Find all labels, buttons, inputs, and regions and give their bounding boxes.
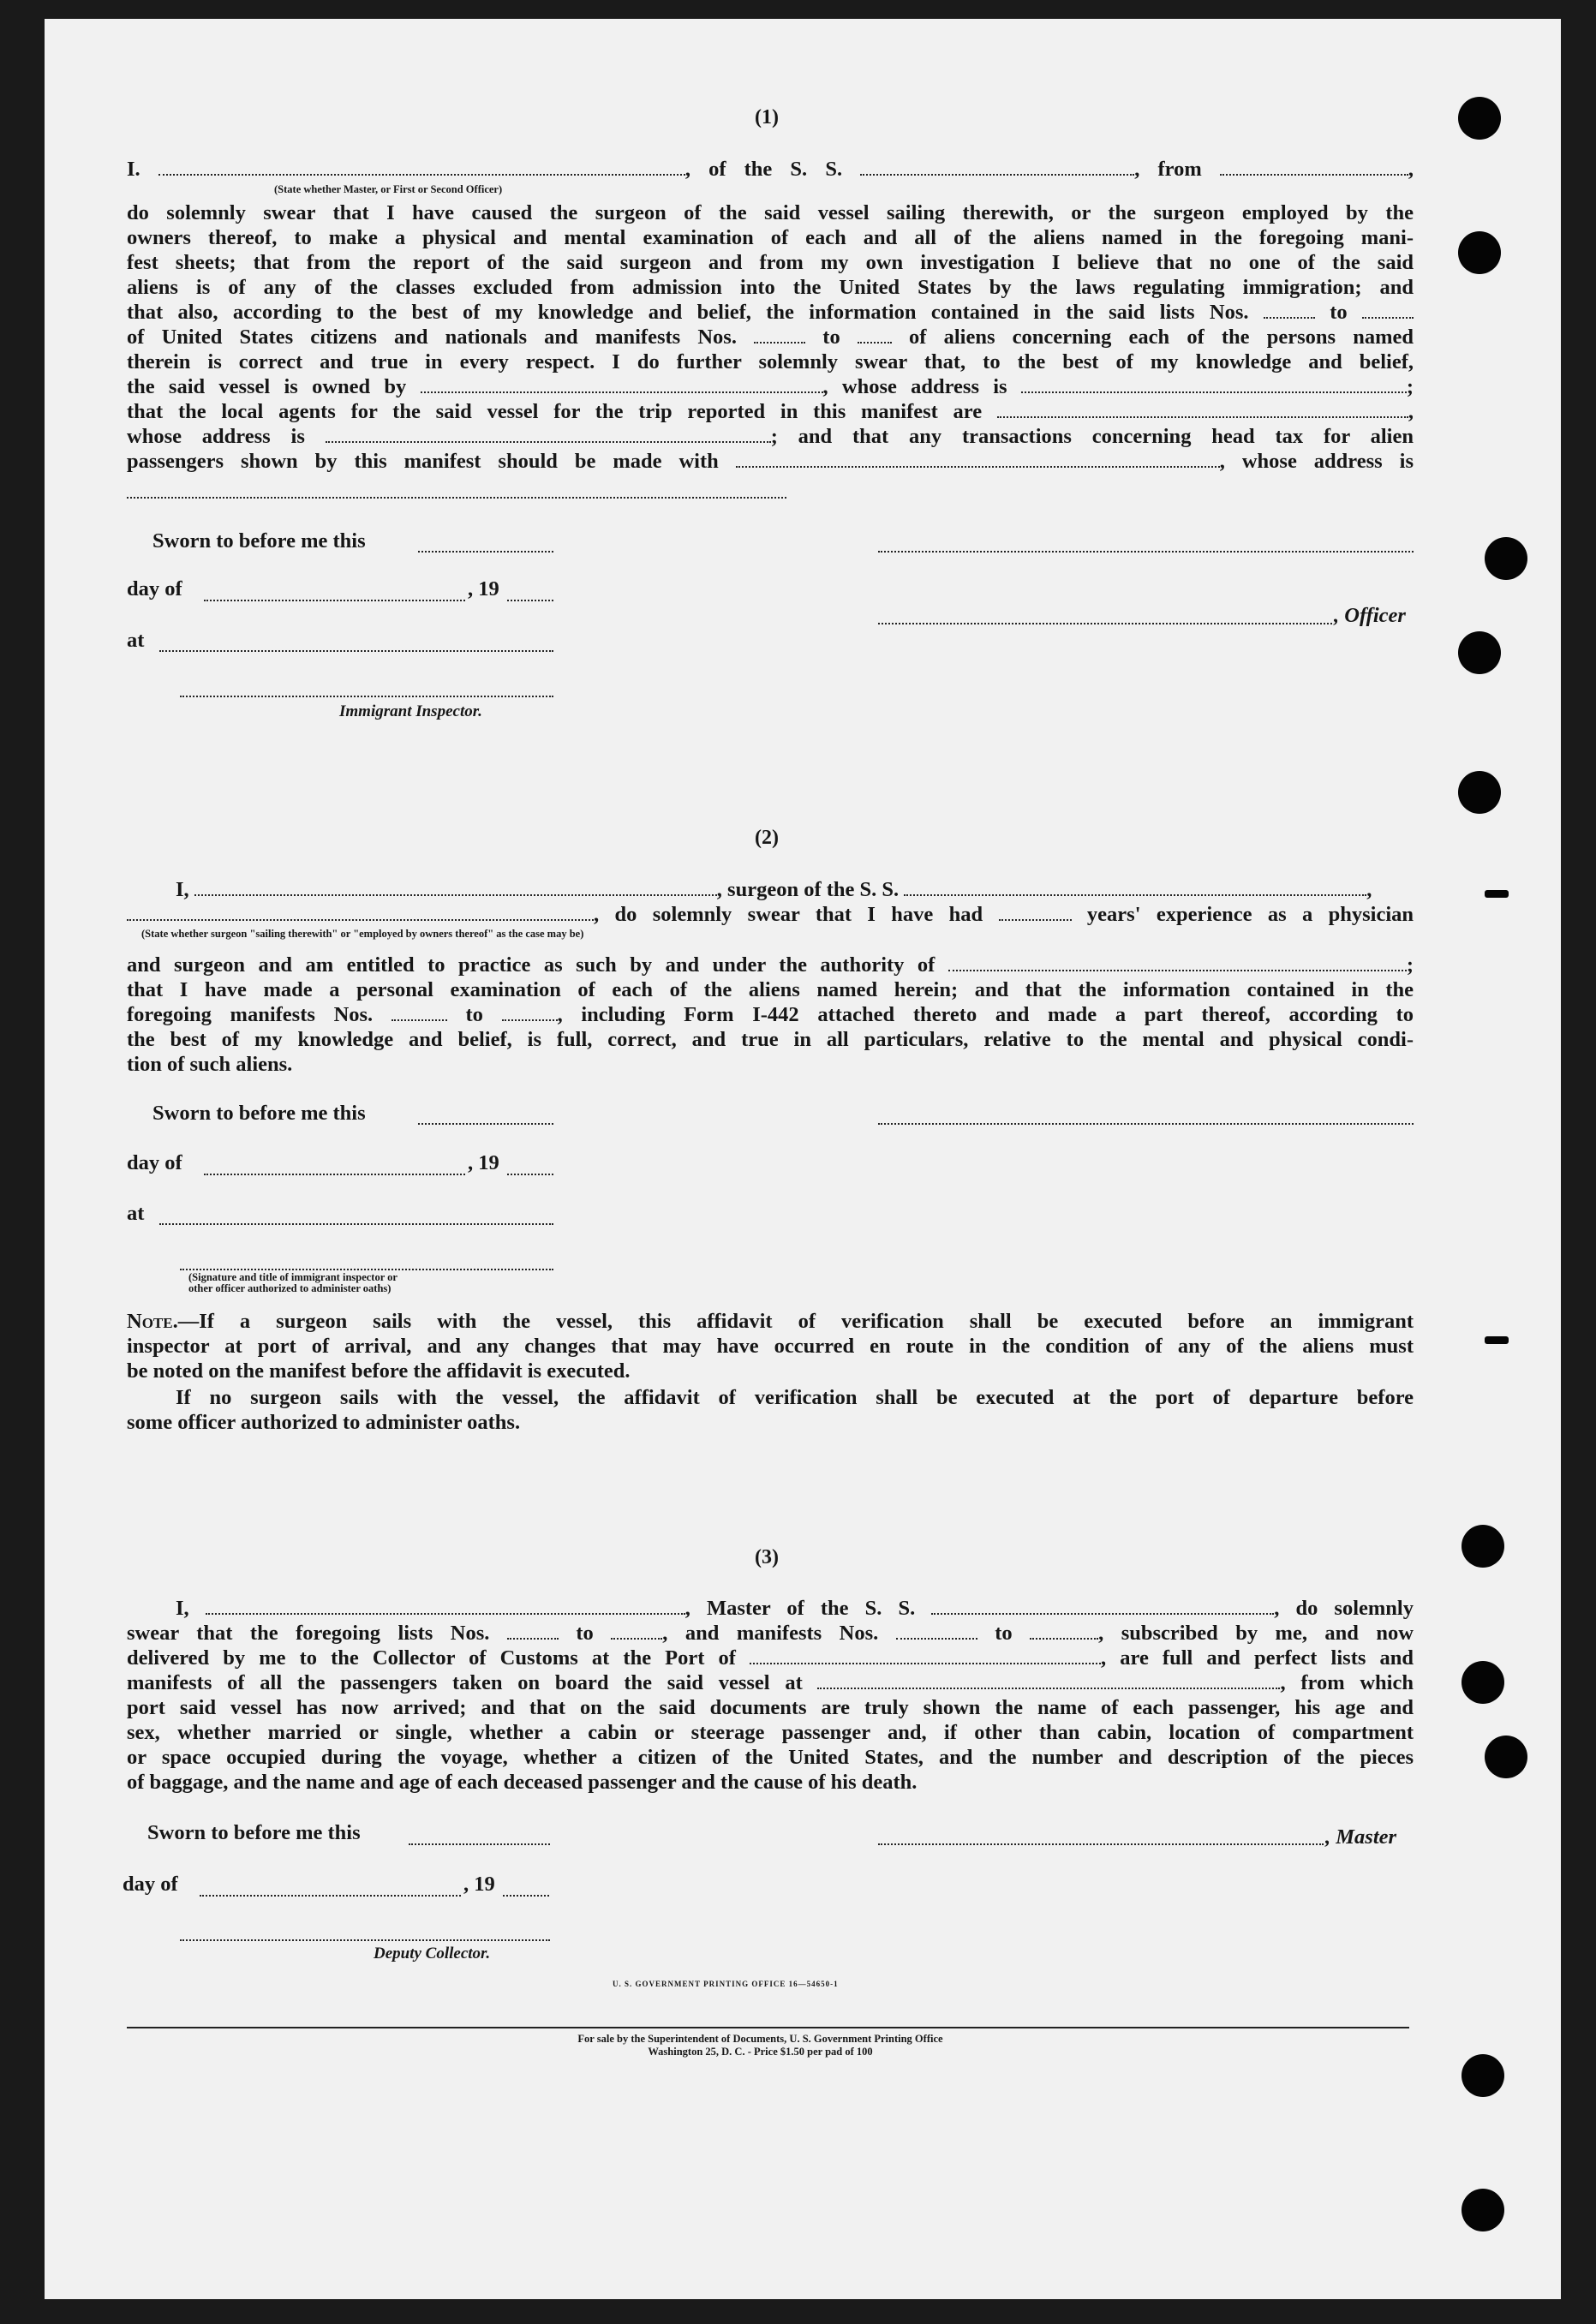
officer-label: , Officer xyxy=(1334,604,1406,627)
punch-hole xyxy=(1462,2054,1504,2097)
input-blank[interactable] xyxy=(326,424,771,443)
input-blank[interactable] xyxy=(507,1621,559,1640)
year-field[interactable] xyxy=(507,600,553,601)
input-blank[interactable] xyxy=(1030,1621,1098,1640)
input-blank[interactable] xyxy=(1362,300,1414,319)
paragraph-line: or space occupied during the voyage, whether a citizen of the United States, and the number and description of the pieces xyxy=(127,1746,1414,1769)
punch-hole xyxy=(1462,1661,1504,1704)
sworn-field[interactable] xyxy=(418,551,553,553)
master-signature-field[interactable] xyxy=(878,1843,1324,1845)
sworn-label: Sworn to before me this xyxy=(147,1821,361,1844)
sworn-label: Sworn to before me this xyxy=(152,529,366,553)
paragraph-line: foregoing manifests Nos. to , including Form I-442 attached thereto and made a part thereof, according to xyxy=(127,1003,1414,1026)
punch-hole xyxy=(1458,631,1501,674)
input-blank[interactable] xyxy=(194,877,717,896)
day-field[interactable] xyxy=(204,600,465,601)
input-blank[interactable] xyxy=(896,1621,977,1640)
footer-text: For sale by the Superintendent of Documents, U. S. Government Printing Office Washington 25, D. C. - Price $1.50 per pad of 100 xyxy=(577,2033,943,2058)
note-line: If no surgeon sails with the vessel, the affidavit of verification shall be executed at the port of departure before xyxy=(176,1386,1414,1409)
paragraph-line: of United States citizens and nationals and manifests Nos. to of aliens concerning each of the persons named xyxy=(127,326,1414,349)
paragraph-line: tion of such aliens. xyxy=(127,1053,293,1076)
paragraph-line: fest sheets; that from the report of the said surgeon and from my own investigation I believe that no one of the said xyxy=(127,251,1414,274)
sworn-label: Sworn to before me this xyxy=(152,1102,366,1125)
master-label: , Master xyxy=(1325,1825,1397,1849)
punch-hole xyxy=(1485,537,1527,580)
input-blank[interactable] xyxy=(817,1670,1280,1689)
year-field[interactable] xyxy=(507,1174,553,1175)
paragraph-line: do solemnly swear that I have caused the surgeon of the said vessel sailing therewith, or the surgeon employed by the xyxy=(127,201,1414,224)
day-label: day of xyxy=(127,1151,182,1174)
input-blank[interactable] xyxy=(999,902,1072,921)
field-hint: (State whether surgeon "sailing therewith" or "employed by owners thereof" as the case may be) xyxy=(141,928,584,940)
paragraph-line: delivered by me to the Collector of Customs at the Port of , are full and perfect lists and xyxy=(127,1646,1414,1670)
day-label: day of xyxy=(123,1873,178,1896)
section-number: (2) xyxy=(755,827,779,849)
input-blank[interactable] xyxy=(158,157,685,176)
paragraph-line: of baggage, and the name and age of each deceased passenger and the cause of his death. xyxy=(127,1771,918,1794)
at-field[interactable] xyxy=(159,650,553,652)
signature-field[interactable] xyxy=(878,551,1414,553)
punch-mark xyxy=(1485,1336,1509,1344)
sworn-field[interactable] xyxy=(418,1123,553,1125)
input-blank[interactable] xyxy=(750,1646,1101,1664)
punch-hole xyxy=(1462,2189,1504,2231)
paragraph-line: swear that the foregoing lists Nos. to , and manifests Nos. to , subscribed by me, and now xyxy=(127,1622,1414,1645)
printer-imprint: U. S. GOVERNMENT PRINTING OFFICE 16—54650-1 xyxy=(613,1980,839,1988)
section-number: (1) xyxy=(755,106,779,128)
section-number: (3) xyxy=(755,1546,779,1568)
at-label: at xyxy=(127,629,145,652)
note-line: some officer authorized to administer oaths. xyxy=(127,1411,521,1434)
paragraph-line: and surgeon and am entitled to practice as such by and under the authority of ; xyxy=(127,953,1414,977)
year-label: , 19 xyxy=(468,577,499,600)
year-label: , 19 xyxy=(468,1151,499,1174)
input-blank[interactable] xyxy=(860,157,1134,176)
input-blank[interactable] xyxy=(502,1002,558,1021)
collector-signature-field[interactable] xyxy=(180,1939,550,1941)
paragraph-line: sex, whether married or single, whether a cabin or steerage passenger and, if other than cabin, location of compartment xyxy=(127,1721,1414,1744)
input-blank[interactable] xyxy=(611,1621,662,1640)
input-blank[interactable] xyxy=(1264,300,1315,319)
paragraph-line: I. , of the S. S. , from , xyxy=(127,158,1414,181)
officer-field[interactable] xyxy=(878,623,1332,624)
input-blank[interactable] xyxy=(904,877,1366,896)
input-blank[interactable] xyxy=(948,953,1407,971)
punch-hole xyxy=(1485,1736,1527,1778)
paragraph-line: manifests of all the passengers taken on board the said vessel at , from which xyxy=(127,1671,1414,1694)
input-blank[interactable] xyxy=(206,1596,685,1615)
paragraph-line: I, , Master of the S. S. , do solemnly xyxy=(176,1597,1414,1620)
year-field[interactable] xyxy=(503,1895,549,1897)
paragraph-line: that also, according to the best of my knowledge and belief, the information contained in the said lists Nos. to xyxy=(127,300,1414,325)
at-field[interactable] xyxy=(159,1223,553,1225)
input-blank[interactable] xyxy=(931,1596,1274,1615)
day-field[interactable] xyxy=(200,1895,461,1897)
paragraph-line: the said vessel is owned by , whose address is ; xyxy=(127,375,1414,398)
paragraph-line: therein is correct and true in every respect. I do further solemnly swear that, to the best of my knowledge and belief, xyxy=(127,350,1414,373)
paragraph-line: whose address is ; and that any transactions concerning head tax for alien xyxy=(127,425,1414,448)
input-blank[interactable] xyxy=(127,902,594,921)
paragraph-line: that I have made a personal examination of each of the aliens named herein; and that the information contained in the xyxy=(127,978,1414,1001)
day-field[interactable] xyxy=(204,1174,465,1175)
note-line: inspector at port of arrival, and any changes that may have occurred en route in the condition of any of the aliens must xyxy=(127,1335,1414,1358)
input-blank[interactable] xyxy=(392,1002,447,1021)
note-line: Note.—If a surgeon sails with the vessel, this affidavit of verification shall be executed before an immigrant xyxy=(127,1310,1414,1333)
year-label: , 19 xyxy=(463,1873,495,1896)
day-label: day of xyxy=(127,577,182,600)
signature-hint: (Signature and title of immigrant inspector or other officer authorized to administer oaths) xyxy=(188,1271,398,1294)
collector-label: Deputy Collector. xyxy=(374,1945,491,1963)
inspector-signature-field[interactable] xyxy=(180,696,553,697)
input-blank[interactable] xyxy=(1220,157,1408,176)
paragraph-line: passengers shown by this manifest should be made with , whose address is xyxy=(127,450,1414,473)
input-blank[interactable] xyxy=(736,449,1220,468)
sworn-field[interactable] xyxy=(409,1843,550,1845)
punch-hole xyxy=(1458,231,1501,274)
inspector-label: Immigrant Inspector. xyxy=(339,702,482,720)
input-blank[interactable] xyxy=(754,325,805,344)
paragraph-line: , do solemnly swear that I have had years' experience as a physician xyxy=(127,902,1414,927)
input-blank[interactable] xyxy=(1021,374,1407,393)
input-blank[interactable] xyxy=(127,497,786,499)
at-label: at xyxy=(127,1202,145,1225)
input-blank[interactable] xyxy=(421,374,823,393)
signature-field[interactable] xyxy=(878,1123,1414,1125)
divider xyxy=(127,2027,1409,2028)
paragraph-line: aliens is of any of the classes excluded from admission into the United States by the laws regulating immigration; and xyxy=(127,276,1414,299)
paragraph-line: owners thereof, to make a physical and mental examination of each and all of the aliens named in the foregoing mani- xyxy=(127,226,1414,249)
input-blank[interactable] xyxy=(858,325,892,344)
note-line: be noted on the manifest before the affidavit is executed. xyxy=(127,1359,631,1383)
punch-hole xyxy=(1458,771,1501,814)
paragraph-line: that the local agents for the said vessel for the trip reported in this manifest are , xyxy=(127,400,1414,423)
field-hint: (State whether Master, or First or Second Officer) xyxy=(274,183,503,195)
punch-mark xyxy=(1485,890,1509,898)
paragraph-line: port said vessel has now arrived; and that on the said documents are truly shown the name of each passenger, his age and xyxy=(127,1696,1414,1719)
paragraph-line: I, , surgeon of the S. S. , xyxy=(176,878,1372,901)
input-blank[interactable] xyxy=(997,399,1408,418)
paragraph-line: the best of my knowledge and belief, is full, correct, and true in all particulars, relative to the mental and physical condi- xyxy=(127,1028,1414,1051)
inspector-signature-field[interactable] xyxy=(180,1269,553,1270)
